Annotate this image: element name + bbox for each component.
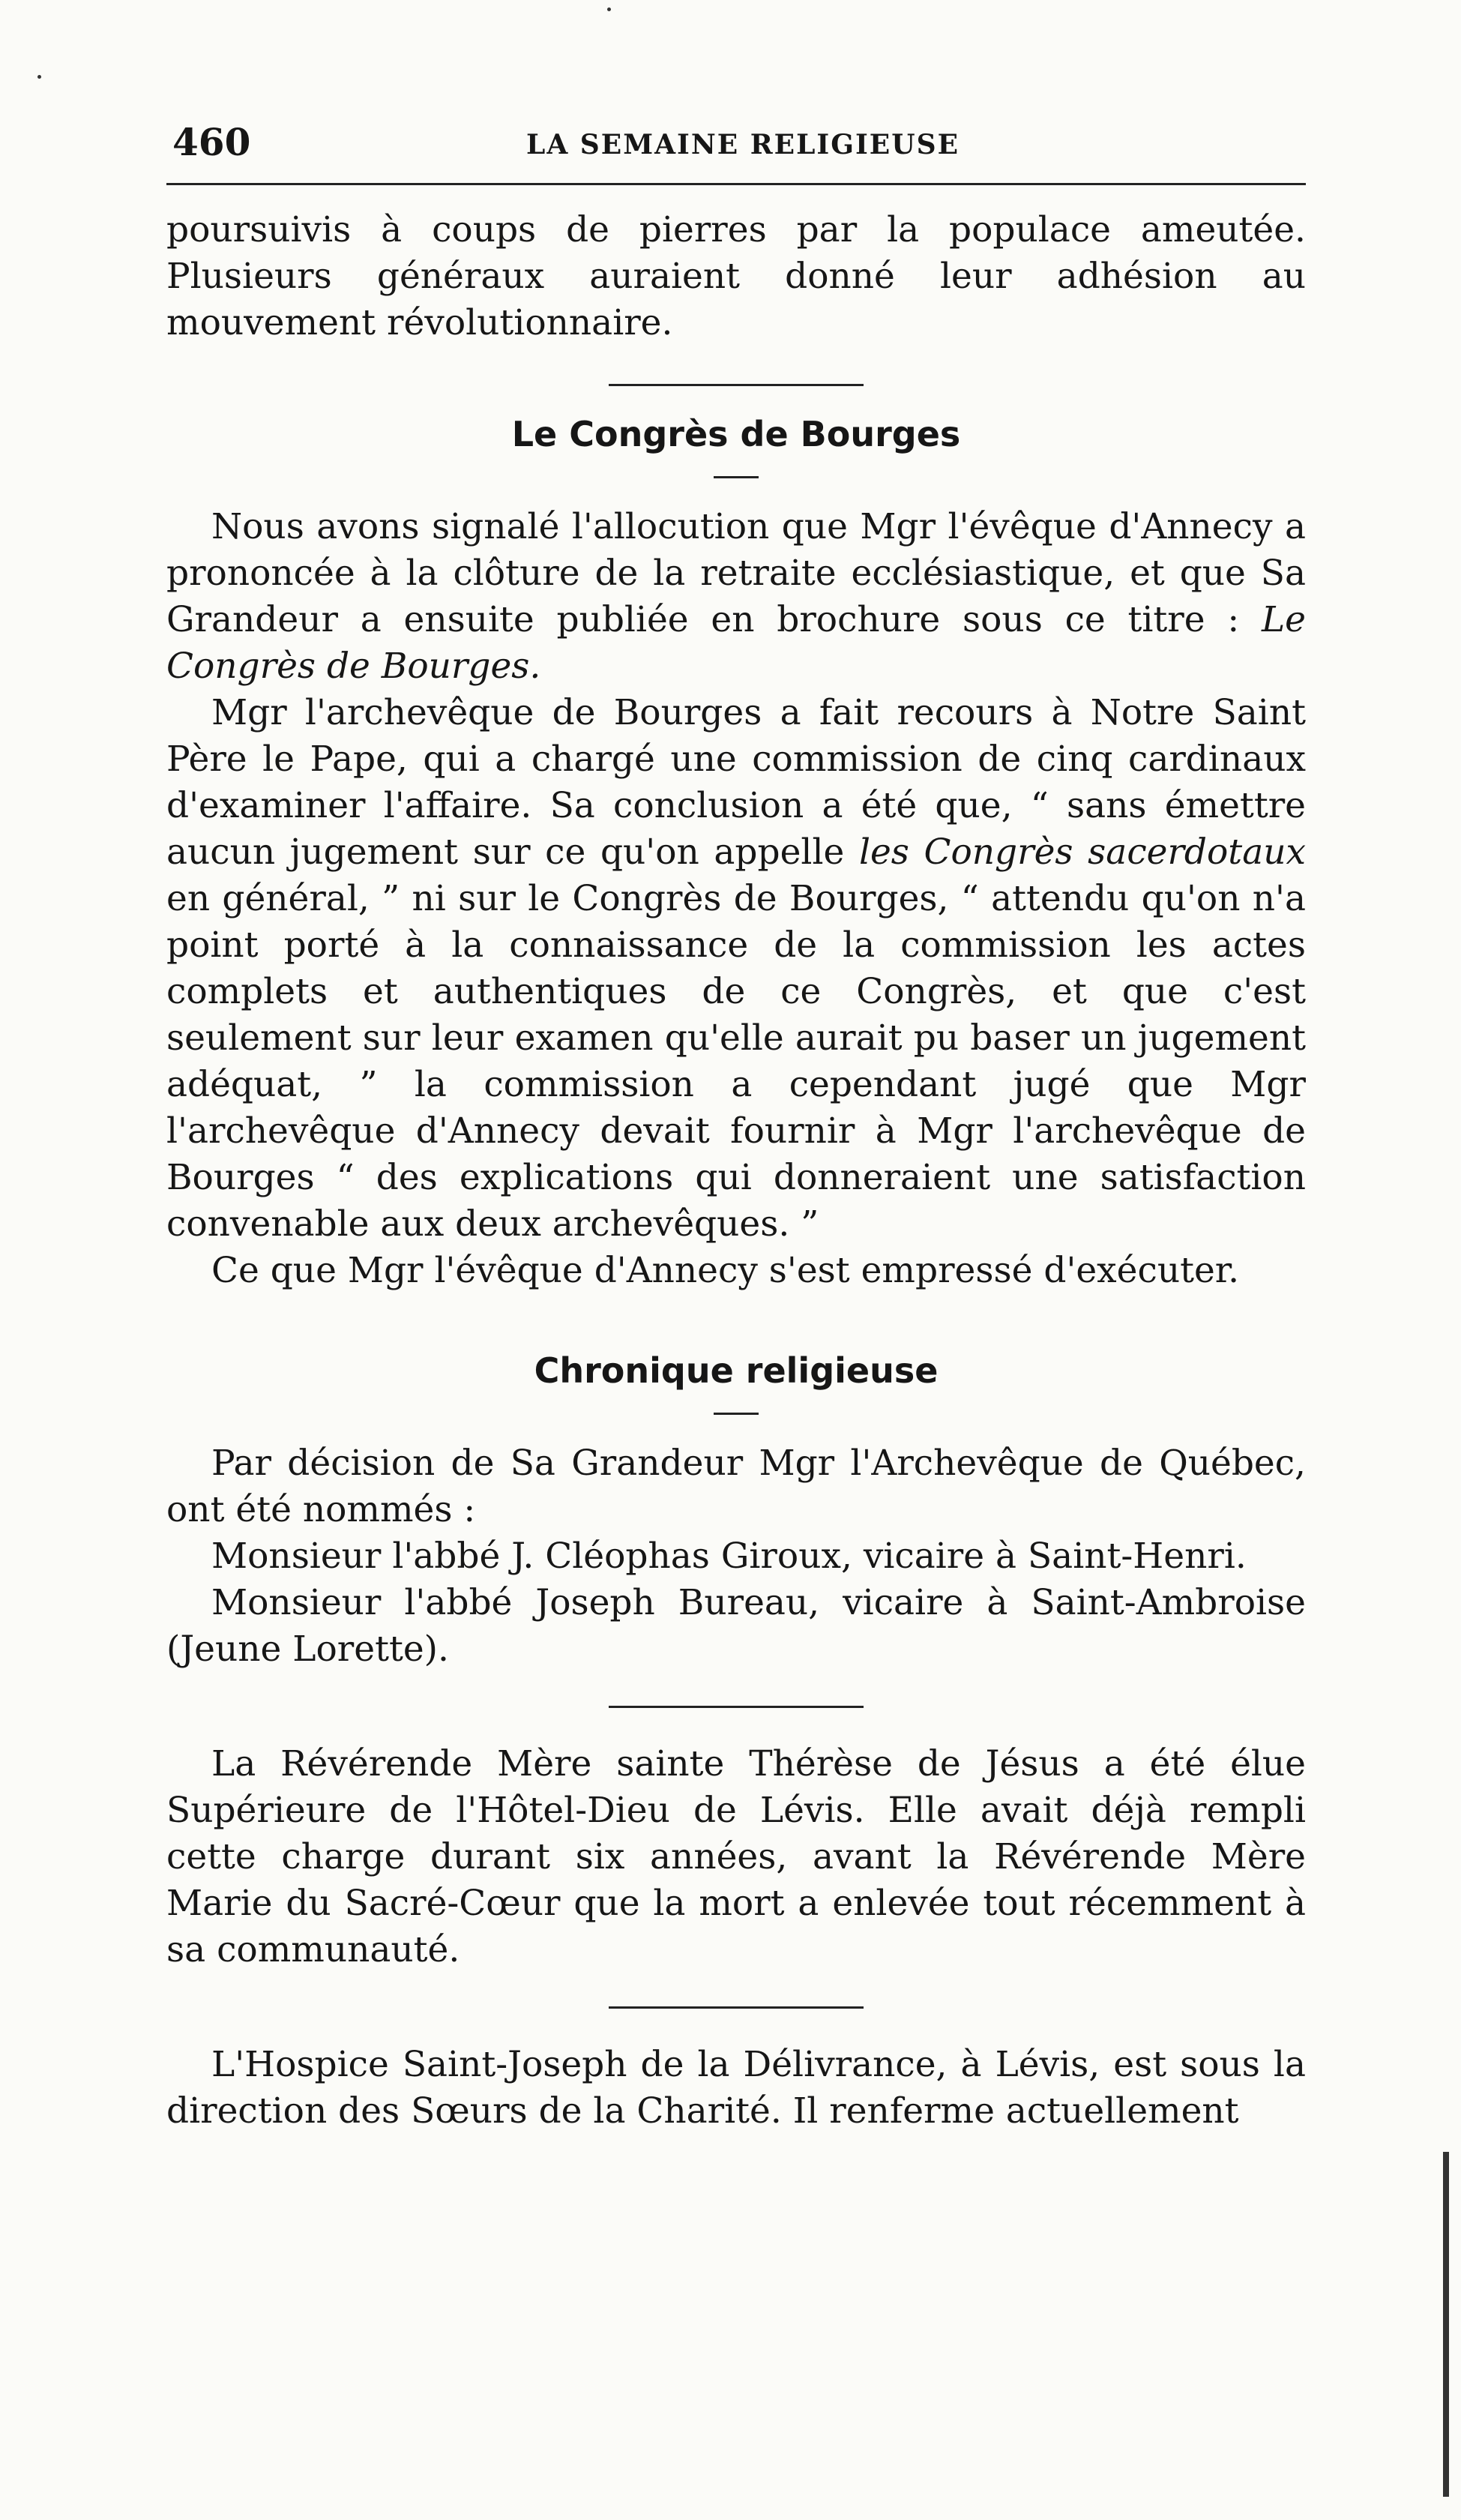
header-rule <box>166 183 1306 185</box>
article-body <box>166 207 1306 2135</box>
paragraph-congres-3: Ce que Mgr l'évêque d'Annecy s'est empressé d'exécuter. <box>211 1250 1240 1291</box>
paragraph-hospice: L'Hospice Saint-Joseph de la Délivrance, à Lévis, est sous la direction des Sœurs de la Charité. Il renferme actuellement <box>166 2044 1306 2132</box>
paragraph-levis: La Révérende Mère sainte Thérèse de Jésus a été élue Supérieure de l'Hôtel-Dieu de Lévis. Elle avait déjà rempli cette charge durant six années, avant la Révérende Mère Marie du Sacré-Cœur que la mort a enlevée tout récemment à sa communauté. <box>166 1743 1306 1970</box>
page-number: 460 <box>172 120 251 164</box>
paragraph-chronique-1: Par décision de Sa Grandeur Mgr l'Archevêque de Québec, ont été nommés : <box>166 1443 1306 1530</box>
page <box>166 120 1306 2132</box>
paragraph-congres-1 <box>166 504 1306 690</box>
running-head <box>166 120 1306 168</box>
italic-phrase: les Congrès sacerdotaux <box>858 832 1306 873</box>
opening-paragraph: poursuivis à coups de pierres par la populace ameutée. Plusieurs généraux auraient donné leur adhésion au mouvement révolutionnaire. <box>166 209 1306 343</box>
paragraph-chronique-3: Monsieur l'abbé Joseph Bureau, vicaire à Saint-Ambroise (Jeune Lorette). <box>166 1582 1306 1670</box>
paragraph-text: Nous avons signalé l'allocution que Mgr l'évêque d'Annecy a prononcée à la clôture de la retraite ecclésiastique, et que Sa Grandeur a ensuite publiée en brochure sous ce titre : <box>166 506 1306 640</box>
paragraph-text: Mgr l'archevêque de Bourges a fait recours à Notre Saint Père le Pape, qui a chargé une commission de cinq cardinaux d'examiner l'affaire. Sa conclusion a été que, “ sans émettre aucun jugement sur ce qu'on appelle <box>166 692 1306 873</box>
brochure-title: Le Congrès de Bourges. <box>166 599 1306 687</box>
paragraph-text: en général, ” ni sur le Congrès de Bourges, “ attendu qu'on n'a point porté à la connaissance de la commission les actes complets et authentiques de ce Congrès, et que c'est seulement sur leur examen qu'elle aurait pu baser un jugement adéquat, ” la commission a cependant jugé que Mgr l'archevêque d'Annecy devait fournir à Mgr l'archevêque de Bourges “ des explications qui donneraient une satisfaction convenable aux deux archevêques. ” <box>166 878 1306 1245</box>
scan-speck <box>607 7 611 11</box>
paragraph-chronique-2: Monsieur l'abbé J. Cléophas Giroux, vicaire à Saint-Henri. <box>211 1536 1247 1577</box>
section-heading-congres: Le Congrès de Bourges <box>511 414 961 454</box>
scan-speck <box>37 75 41 79</box>
paragraph-congres-2 <box>166 690 1306 1248</box>
section-heading-chronique: Chronique religieuse <box>534 1350 939 1391</box>
journal-title: LA SEMAINE RELIGIEUSE <box>526 129 960 160</box>
scan-edge-mark <box>1443 2152 1449 2497</box>
